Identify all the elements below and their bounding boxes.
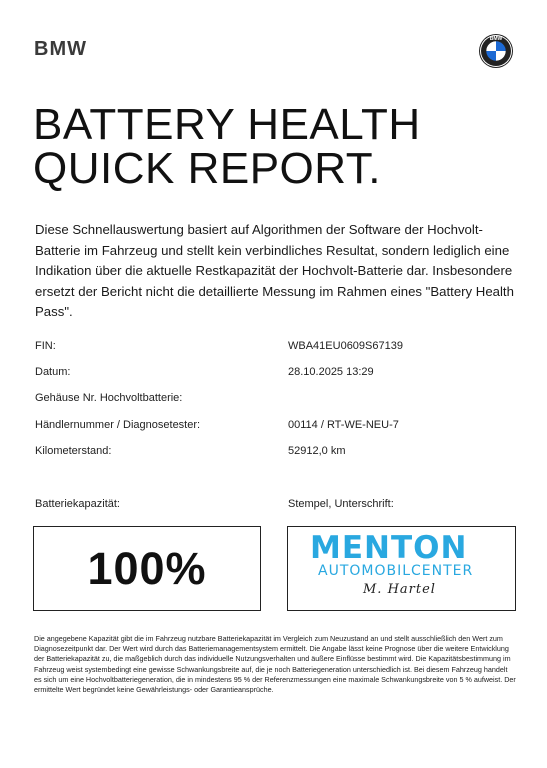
title-line-2: QUICK REPORT. bbox=[33, 144, 381, 193]
field-label-datum: Datum: bbox=[35, 366, 71, 378]
capacity-value: 100% bbox=[87, 543, 207, 594]
svg-text:BMW: BMW bbox=[489, 36, 503, 42]
brand-wordmark: BMW bbox=[34, 38, 87, 60]
stamp-box bbox=[287, 526, 516, 611]
handwritten-signature: M. Hartel bbox=[363, 582, 436, 597]
field-value-fin: WBA41EU0609S67139 bbox=[288, 340, 403, 352]
capacity-box bbox=[33, 526, 261, 611]
field-label-fin: FIN: bbox=[35, 340, 56, 352]
intro-text: Diese Schnellauswertung basiert auf Algorithmen der Software der Hochvolt-Batterie im Fahrzeug und stellt kein verbindliches Resultat, sondern lediglich eine Indikation über die aktuelle Restkapazität der Hochvolt-Batterie dar. Insbesondere ersetzt der Bericht nicht die detaillierte Messung im Rahmen eines "Battery Health Pass". bbox=[35, 222, 514, 319]
field-label-gehaeuse: Gehäuse Nr. Hochvoltbatterie: bbox=[35, 392, 183, 404]
field-label-haendler: Händlernummer / Diagnosetester: bbox=[35, 419, 201, 431]
field-value-haendler: 00114 / RT-WE-NEU-7 bbox=[288, 419, 399, 431]
title-line-1: BATTERY HEALTH bbox=[33, 100, 421, 149]
stamp-dealer-subtitle: AUTOMOBILCENTER bbox=[318, 563, 474, 579]
field-value-datum: 28.10.2025 13:29 bbox=[288, 366, 374, 378]
field-value-kilometer: 52912,0 km bbox=[288, 445, 346, 457]
bmw-roundel-icon bbox=[478, 33, 514, 69]
page-title bbox=[33, 100, 421, 193]
field-label-kilometer: Kilometerstand: bbox=[35, 445, 112, 457]
disclaimer-text: Die angegebene Kapazität gibt die im Fahrzeug nutzbare Batteriekapazität im Vergleich zum Neuzustand an und stellt ausschließlich den Wert zum Diagnosezeitpunkt dar. Der Wert wird durch das Batteriemanagementsystem ermittelt. Die Angabe lässt keine Prognose über die weitere Entwicklung der Batteriekapazität zu, die maßgeblich durch das individuelle Nutzungsverhalten und äußere Einflüsse bestimmt wird. Die Kapazitätsbestimmung im Fahrzeug weist systembedingt eine gewisse Schwankungsbreite auf, die je noch Batteriegeneration unterschiedlich ist. Bei diesem Fahrzeug handelt es sich um eine Hochvoltbatteriegeneration, die in mindestens 95 % der Referenzmessungen eine maximale Schwankungsbreite von 5 % aufweist. Der ermittelte Wert begründet keine Gewährleistungs- oder Garantieansprüche. bbox=[34, 634, 516, 695]
stamp-dealer-name: MENTON bbox=[310, 530, 468, 566]
stamp-label: Stempel, Unterschrift: bbox=[288, 498, 394, 510]
capacity-label: Batteriekapazität: bbox=[35, 498, 120, 510]
